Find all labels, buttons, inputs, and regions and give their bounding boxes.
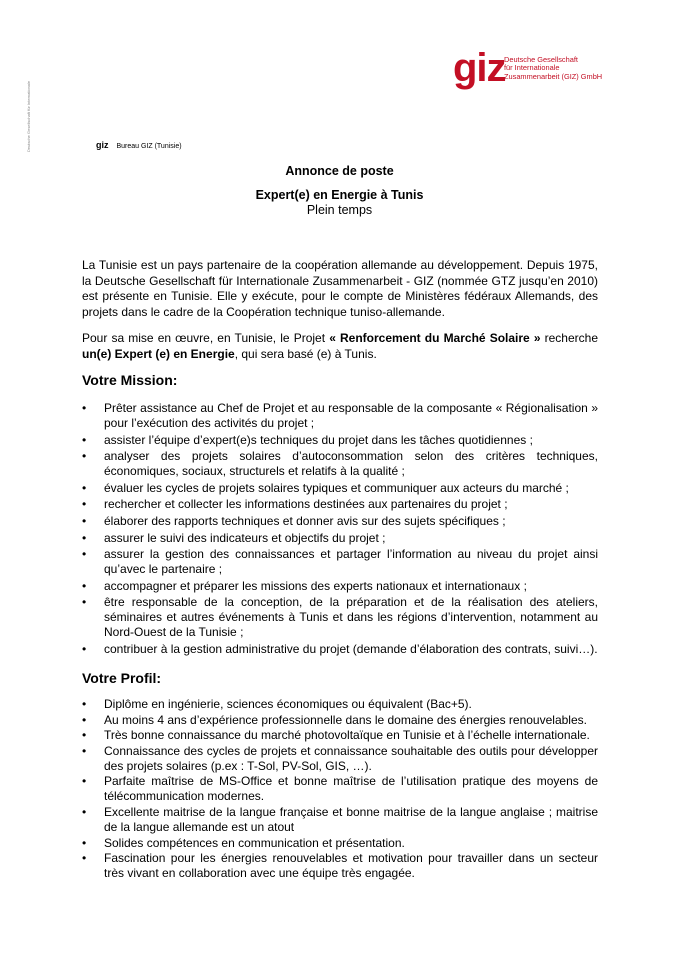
role-name: un(e) Expert (e) en Energie <box>82 346 235 361</box>
list-item: • Au moins 4 ans d’expérience professionnelle dans le domaine des énergies renouvelables. <box>82 713 598 728</box>
job-title: Expert(e) en Energie à Tunis <box>255 188 424 202</box>
bureau-line <box>96 140 182 150</box>
project-middle-text: recherche <box>540 331 598 345</box>
profil-heading: Votre Profil: <box>82 670 162 686</box>
list-item: • contribuer à la gestion administrative du projet (demande d’élaboration des contrats, suivi…). <box>82 642 598 657</box>
list-item: • analyser des projets solaires d’autoconsommation selon des critères techniques, économiques, sociaux, structurels et relatifs à la qualité ; <box>82 449 598 479</box>
mission-list <box>82 401 598 659</box>
logo-text <box>504 56 654 81</box>
project-name: « Renforcement du Marché Solaire » <box>329 331 541 345</box>
job-type: Plein temps <box>306 203 373 217</box>
list-item: • assister l’équipe d’expert(e)s techniques du projet dans les tâches quotidiennes ; <box>82 433 598 448</box>
list-item: • Prêter assistance au Chef de Projet et au responsable de la composante « Régionalisation » pour l’exécution des activités du projet ; <box>82 401 598 431</box>
mission-heading: Votre Mission: <box>82 372 178 388</box>
list-item: • élaborer des rapports techniques et donner avis sur des sujets spécifiques ; <box>82 514 598 529</box>
list-item: • rechercher et collecter les informations destinées aux partenaires du projet ; <box>82 497 598 512</box>
intro-paragraph: La Tunisie est un pays partenaire de la coopération allemande au développement. Depuis 1975, la Deutsche Gesellschaft für Internationale Zusammenarbeit - GIZ (nommée GTZ jusqu’en 2010) est présente en Tunisie. Elle y exécute, pour le compte de Ministères fédéraux Allemands, des projets dans le cadre de la Coopération technique tuniso-allemande. <box>82 258 598 319</box>
list-item: • assurer le suivi des indicateurs et objectifs du projet ; <box>82 531 598 546</box>
list-item: • Fascination pour les énergies renouvelables et motivation pour travailler dans un secteur très vivant en collaboration avec une équipe très engagée. <box>82 851 598 881</box>
list-item: • évaluer les cycles de projets solaires typiques et communiquer aux acteurs du marché ; <box>82 481 598 496</box>
side-margin-text: Deutsche Gesellschaft für Internationale <box>26 80 31 152</box>
list-item: • Solides compétences en communication et présentation. <box>82 836 598 851</box>
logo-line: Zusammenarbeit (GIZ) GmbH <box>504 71 603 81</box>
list-item: • accompagner et préparer les missions des experts nationaux et internationaux ; <box>82 579 598 594</box>
list-item: • être responsable de la conception, de la préparation et de la réalisation des ateliers, séminaires et autres événements à Tunis et dans les régions d’intervention, notamment au Nord-Ouest de la Tunisie ; <box>82 595 598 640</box>
logo-mark: giz <box>453 46 506 90</box>
logo-line: für Internationale <box>504 63 560 73</box>
list-item: • Diplôme en ingénierie, sciences économiques ou équivalent (Bac+5). <box>82 697 598 712</box>
list-item: • Connaissance des cycles de projets et connaissance souhaitable des outils pour développer des projets solaires (p.ex : T-Sol, PV-Sol, GIS, …). <box>82 744 598 774</box>
bureau-text: Bureau GIZ (Tunisie) <box>116 143 182 150</box>
logo-line: Deutsche Gesellschaft <box>504 55 578 64</box>
profil-list <box>82 697 598 882</box>
bureau-logo-mini: giz <box>96 140 109 150</box>
project-end-text: , qui sera basé (e) à Tunis. <box>234 346 377 361</box>
project-paragraph <box>82 331 598 362</box>
list-item: • Parfaite maîtrise de MS-Office et bonne maîtrise de l’utilisation pratique des moyens de télécommunication modernes. <box>82 774 598 804</box>
list-item: • assurer la gestion des connaissances et partager l’information au niveau du projet ainsi qu’avec le partenaire ; <box>82 547 598 577</box>
page-title: Annonce de poste <box>285 164 394 178</box>
list-item: • Excellente maitrise de la langue française et bonne maitrise de la langue anglaise ; maitrise de la langue allemande est un atout <box>82 805 598 835</box>
list-item: • Très bonne connaissance du marché photovoltaïque en Tunisie et à l’échelle internationale. <box>82 728 598 743</box>
project-intro-text: Pour sa mise en œuvre, en Tunisie, le Projet <box>82 331 330 345</box>
